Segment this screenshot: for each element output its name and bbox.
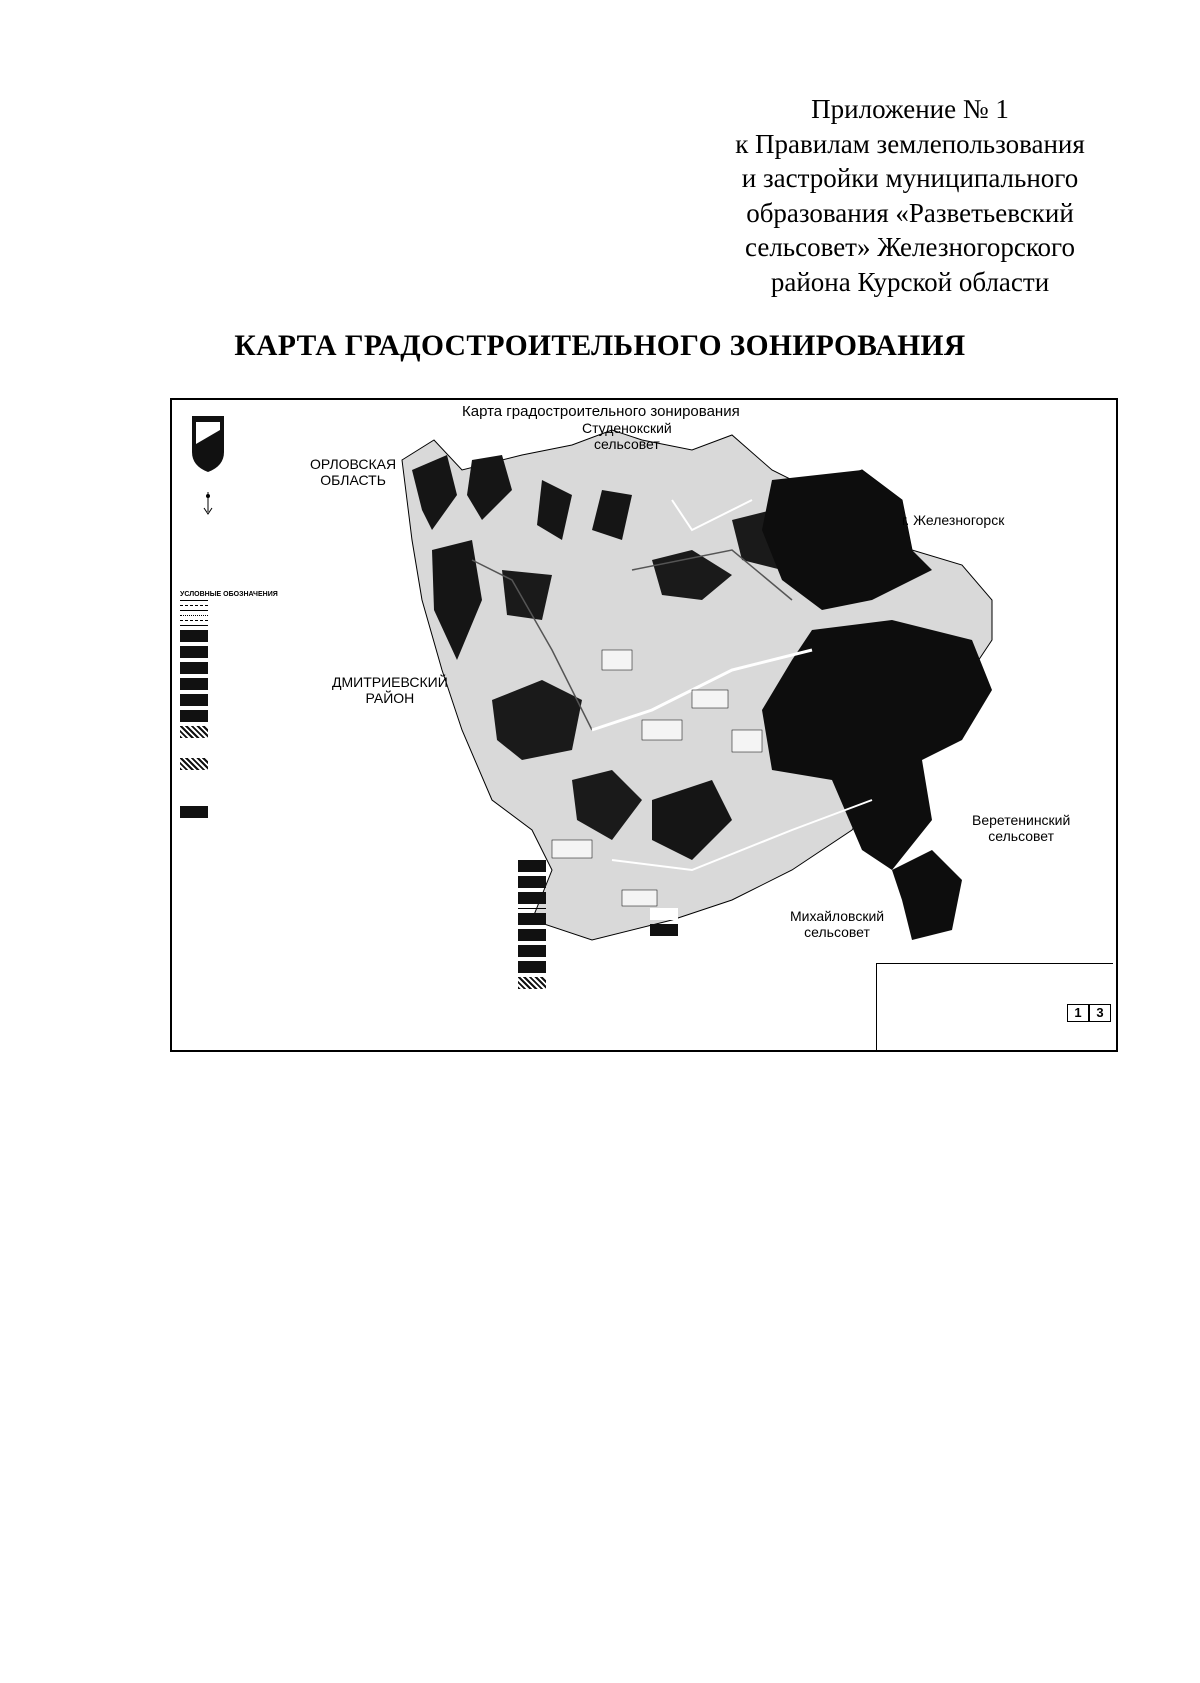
legend-row [180,742,340,754]
map-legend-right [650,908,800,956]
legend-row [518,961,638,973]
legend-heading: УСЛОВНЫЕ ОБОЗНАЧЕНИЯ [180,591,278,598]
legend-row [180,615,340,616]
label-veretenino: Веретенинский сельсовет [972,812,1071,844]
north-arrow-icon [204,492,212,514]
legend-row [518,945,638,957]
zoning-map [170,398,1118,1052]
legend-row [518,929,638,941]
legend-row [518,860,638,872]
legend-row [180,620,340,621]
legend-row [650,940,800,952]
legend-row [180,790,340,802]
legend-row [518,908,638,909]
label-zheleznogorsk: г. Железногорск [902,512,1005,528]
legend-row [180,610,340,611]
appendix-line: Приложение № 1 [811,94,1009,124]
appendix-line: района Курской области [770,266,1050,297]
legend-row [180,678,340,690]
appendix-block [700,92,1120,299]
legend-row [518,977,638,989]
legend-row [180,600,340,601]
legend-row [180,605,340,606]
legend-row [180,758,340,770]
legend-row [180,646,340,658]
map-legend [180,592,340,822]
legend-row [180,694,340,706]
label-orel-region: ОРЛОВСКАЯ ОБЛАСТЬ [310,456,397,488]
label-mikhailovka: Михайловский сельсовет [790,908,885,940]
map-legend-middle [518,860,638,993]
legend-row [180,710,340,722]
legend-row [180,806,340,818]
title-block-stamp [876,963,1113,1050]
label-studenok: Студенокский сельсовет [582,420,672,452]
legend-row [180,662,340,674]
legend-row [180,625,340,626]
legend-row [518,876,638,888]
sheet-number: 1 [1067,1004,1089,1022]
legend-row [180,726,340,738]
legend-row [650,908,800,920]
legend-row [650,924,800,936]
legend-row [518,913,638,925]
page-title: КАРТА ГРАДОСТРОИТЕЛЬНОГО ЗОНИРОВАНИЯ [234,330,966,362]
appendix-line: и застройки муниципального [741,163,1079,193]
appendix-line: образования «Разветьевский [746,197,1074,228]
coat-of-arms-icon [192,416,224,472]
appendix-line: к Правилам землепользования [735,128,1085,159]
legend-row [180,774,340,786]
map-title: Карта градостроительного зонирования [462,403,740,420]
legend-row [518,892,638,904]
legend-row [180,630,340,642]
sheet-count: 3 [1089,1004,1111,1022]
label-dmitriev-district: ДМИТРИЕВСКИЙ РАЙОН [332,674,448,706]
appendix-line: сельсовет» Железногорского [745,232,1075,262]
